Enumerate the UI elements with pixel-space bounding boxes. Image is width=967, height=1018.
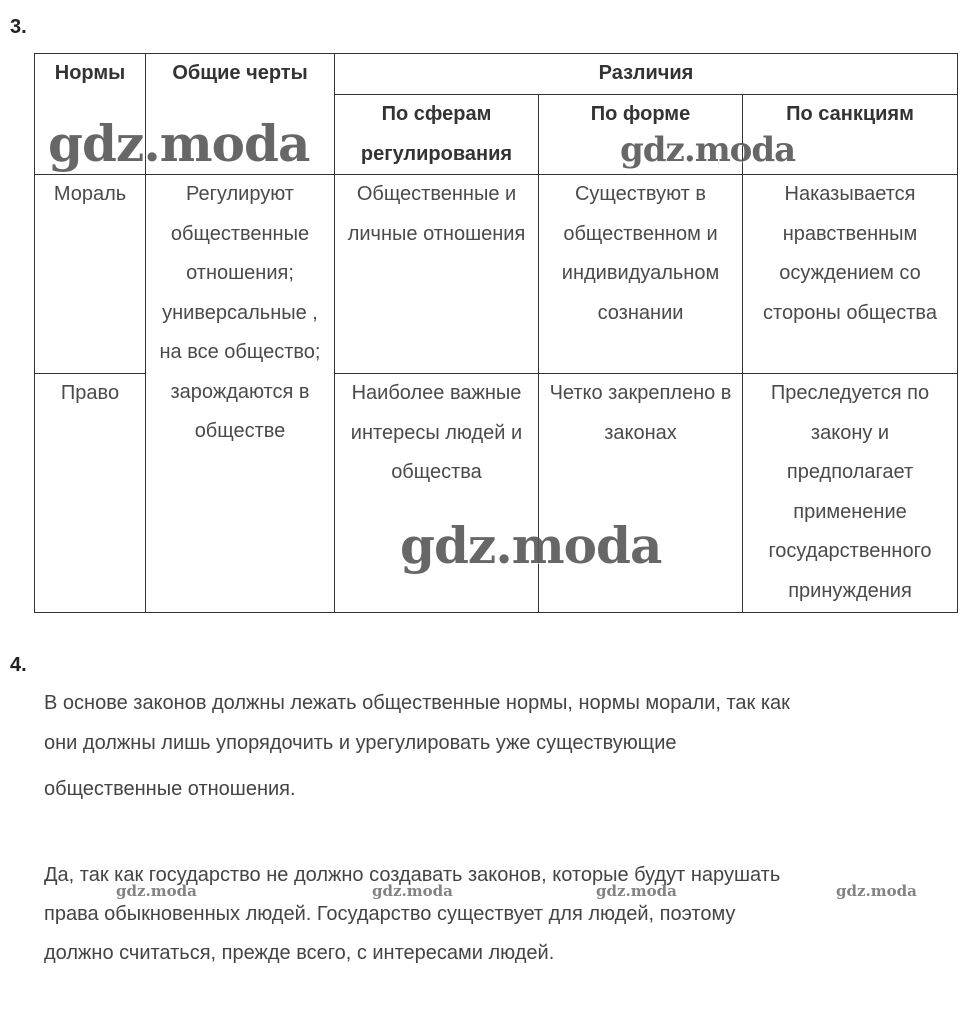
table-header-row bbox=[35, 54, 958, 95]
watermark: gdz.moda bbox=[400, 516, 662, 575]
header-by-sanctions: По санкциям bbox=[743, 95, 958, 175]
header-common-features: Общие черты bbox=[146, 54, 335, 175]
watermark: gdz.moda bbox=[372, 882, 453, 900]
watermark: gdz.moda bbox=[116, 882, 197, 900]
cell-sanctions: Преследуется по закону и предполагает применение государственного принуждения bbox=[743, 374, 958, 613]
header-by-sphere: По сферам регулирования bbox=[335, 95, 539, 175]
watermark: gdz.moda bbox=[596, 882, 677, 900]
cell-norm: Право bbox=[35, 374, 146, 613]
answer-line: права обыкновенных людей. Государство существует для людей, поэтому bbox=[44, 903, 736, 925]
cell-sphere: Общественные и личные отношения bbox=[335, 175, 539, 374]
answer-line: общественные отношения. bbox=[44, 778, 296, 800]
answer-line: должно считаться, прежде всего, с интересами людей. bbox=[44, 942, 555, 964]
task-4-number: 4. bbox=[10, 654, 27, 676]
cell-common-features: Регулируют общественные отношения; универсальные , на все общество; зарождаются в обществе bbox=[146, 175, 335, 613]
header-norms: Нормы bbox=[35, 54, 146, 175]
cell-norm: Мораль bbox=[35, 175, 146, 374]
cell-form: Существуют в общественном и индивидуальном сознании bbox=[539, 175, 743, 374]
watermark: gdz.moda bbox=[836, 882, 917, 900]
cell-sanctions: Наказывается нравственным осуждением со стороны общества bbox=[743, 175, 958, 374]
answer-line: В основе законов должны лежать общественные нормы, нормы морали, так как bbox=[44, 692, 790, 714]
answer-line: они должны лишь упорядочить и урегулировать уже существующие bbox=[44, 732, 677, 754]
task-3-number: 3. bbox=[10, 16, 27, 38]
header-differences: Различия bbox=[335, 54, 958, 95]
table-row bbox=[35, 175, 958, 374]
cell-sphere: Наиболее важные интересы людей и общества bbox=[335, 374, 539, 613]
watermark: gdz.moda bbox=[620, 130, 796, 170]
answer-line: Да, так как государство не должно создавать законов, которые будут нарушать bbox=[44, 864, 781, 886]
cell-form: Четко закреплено в законах bbox=[539, 374, 743, 613]
header-by-form: По форме bbox=[539, 95, 743, 175]
watermark: gdz.moda bbox=[48, 114, 310, 173]
